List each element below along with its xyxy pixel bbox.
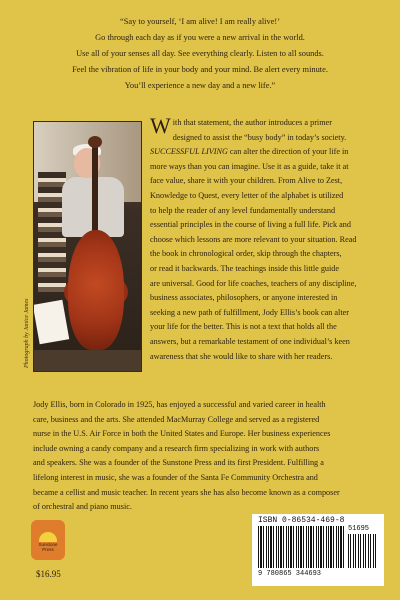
barcode-bars [258,526,344,568]
intro-line: answers, but a remarkable testament of one individual’s keen [150,336,350,346]
barcode-addon-bars [348,534,378,568]
isbn-barcode-box [252,514,384,586]
photo-credit: Photograph by Janice James [24,298,30,368]
book-title-italic: SUCCESSFUL LIVING [150,147,228,157]
photo-cello-body [68,230,124,350]
intro-line: face value, share it with your children. From Alive to Zest, [150,176,343,186]
dropcap: W [150,113,171,138]
quote-line: Use all of your senses all day. See everything clearly. Listen to all sounds. [76,49,324,58]
quote-line: Feel the vibration of life in your body and your mind. Be alert every minute. [72,65,328,74]
bio-line: of orchestral and piano music. [33,502,132,512]
quote-line: Go through each day as if you were a new arrival in the world. [95,33,305,42]
intro-line: Knowledge to Quest, every letter of the alphabet is utilized [150,190,344,200]
intro-line: or read it backwards. The teachings inside this little guide [150,263,340,273]
intro-line: to help the reader of any level fundamentally understand [150,205,336,215]
intro-line [150,145,388,160]
intro-line-rest: can alter the direction of your life in [227,147,349,157]
intro-paragraph [150,113,388,364]
bio-line: care, business and the arts. She attended MacMurray College and served as a registered [33,414,320,424]
intro-line: business associates, philosophers, or anyone interested in [150,293,338,303]
bio-line: lifelong interest in music, she was a founder of the Santa Fe Community Orchestra and [33,472,318,482]
barcode-ean-number: 9 780865 344693 [258,570,322,578]
bio-line: Jody Ellis, born in Colorado in 1925, has enjoyed a successful and varied career in health [33,400,326,409]
bio-line: and speakers. She was a founder of the Sunstone Press and its first President. Fulfilling a [33,458,324,468]
intro-line: are universal. Good for life coaches, teachers of any discipline, [150,278,357,288]
intro-line: designed to assist the “busy body” in today’s society. [172,132,347,142]
bio-line: include owning a candy company and a research firm specializing in work with authors [33,443,320,453]
intro-line: the book in chronological order, skip through the chapters, [150,249,342,259]
publisher-logo [31,520,65,560]
quote-line: “Say to yourself, ‘I am alive! I am really alive!’ [120,17,280,26]
intro-line: more ways than you can imagine. Use it as a guide, take it at [150,161,349,171]
intro-line: seeking a new path of fulfillment, Jody Ellis’s book can alter [150,307,349,317]
intro-line: essential principles in the course of living a full life. Pick and [150,220,351,230]
author-bio [33,398,383,515]
author-photo [33,121,142,372]
intro-line: ith that statement, the author introduces a primer [172,118,332,127]
quote-line: You’ll experience a new day and a new life.” [124,81,276,90]
publisher-logo-text [38,542,57,552]
epigraph-quote [20,14,380,94]
photo-cello-scroll [88,136,102,148]
intro-line: awareness that she would like to share with her readers. [150,351,333,361]
photo-floor [34,350,141,371]
photo-sheet-music [33,300,69,345]
bio-line: became a cellist and music teacher. In recent years she has also become known as a composer [33,487,340,497]
barcode-addon-number: 51695 [348,525,370,533]
intro-line: choose which lessons are more relevant to your situation. Read [150,234,357,244]
publisher-logo-line2: Press [42,547,54,552]
isbn-text: ISBN 0-86534-469-8 [258,516,345,525]
publisher-logo-line1: Sunstone [38,542,58,547]
bio-line: nurse in the U.S. Air Force in both the United States and Europe. Her business experiences [33,429,331,439]
intro-line: your life for the better. This is not a text that holds all the [150,322,337,332]
price: $16.95 [36,569,61,579]
sun-icon [39,532,57,542]
photo-cello-neck [92,142,98,242]
